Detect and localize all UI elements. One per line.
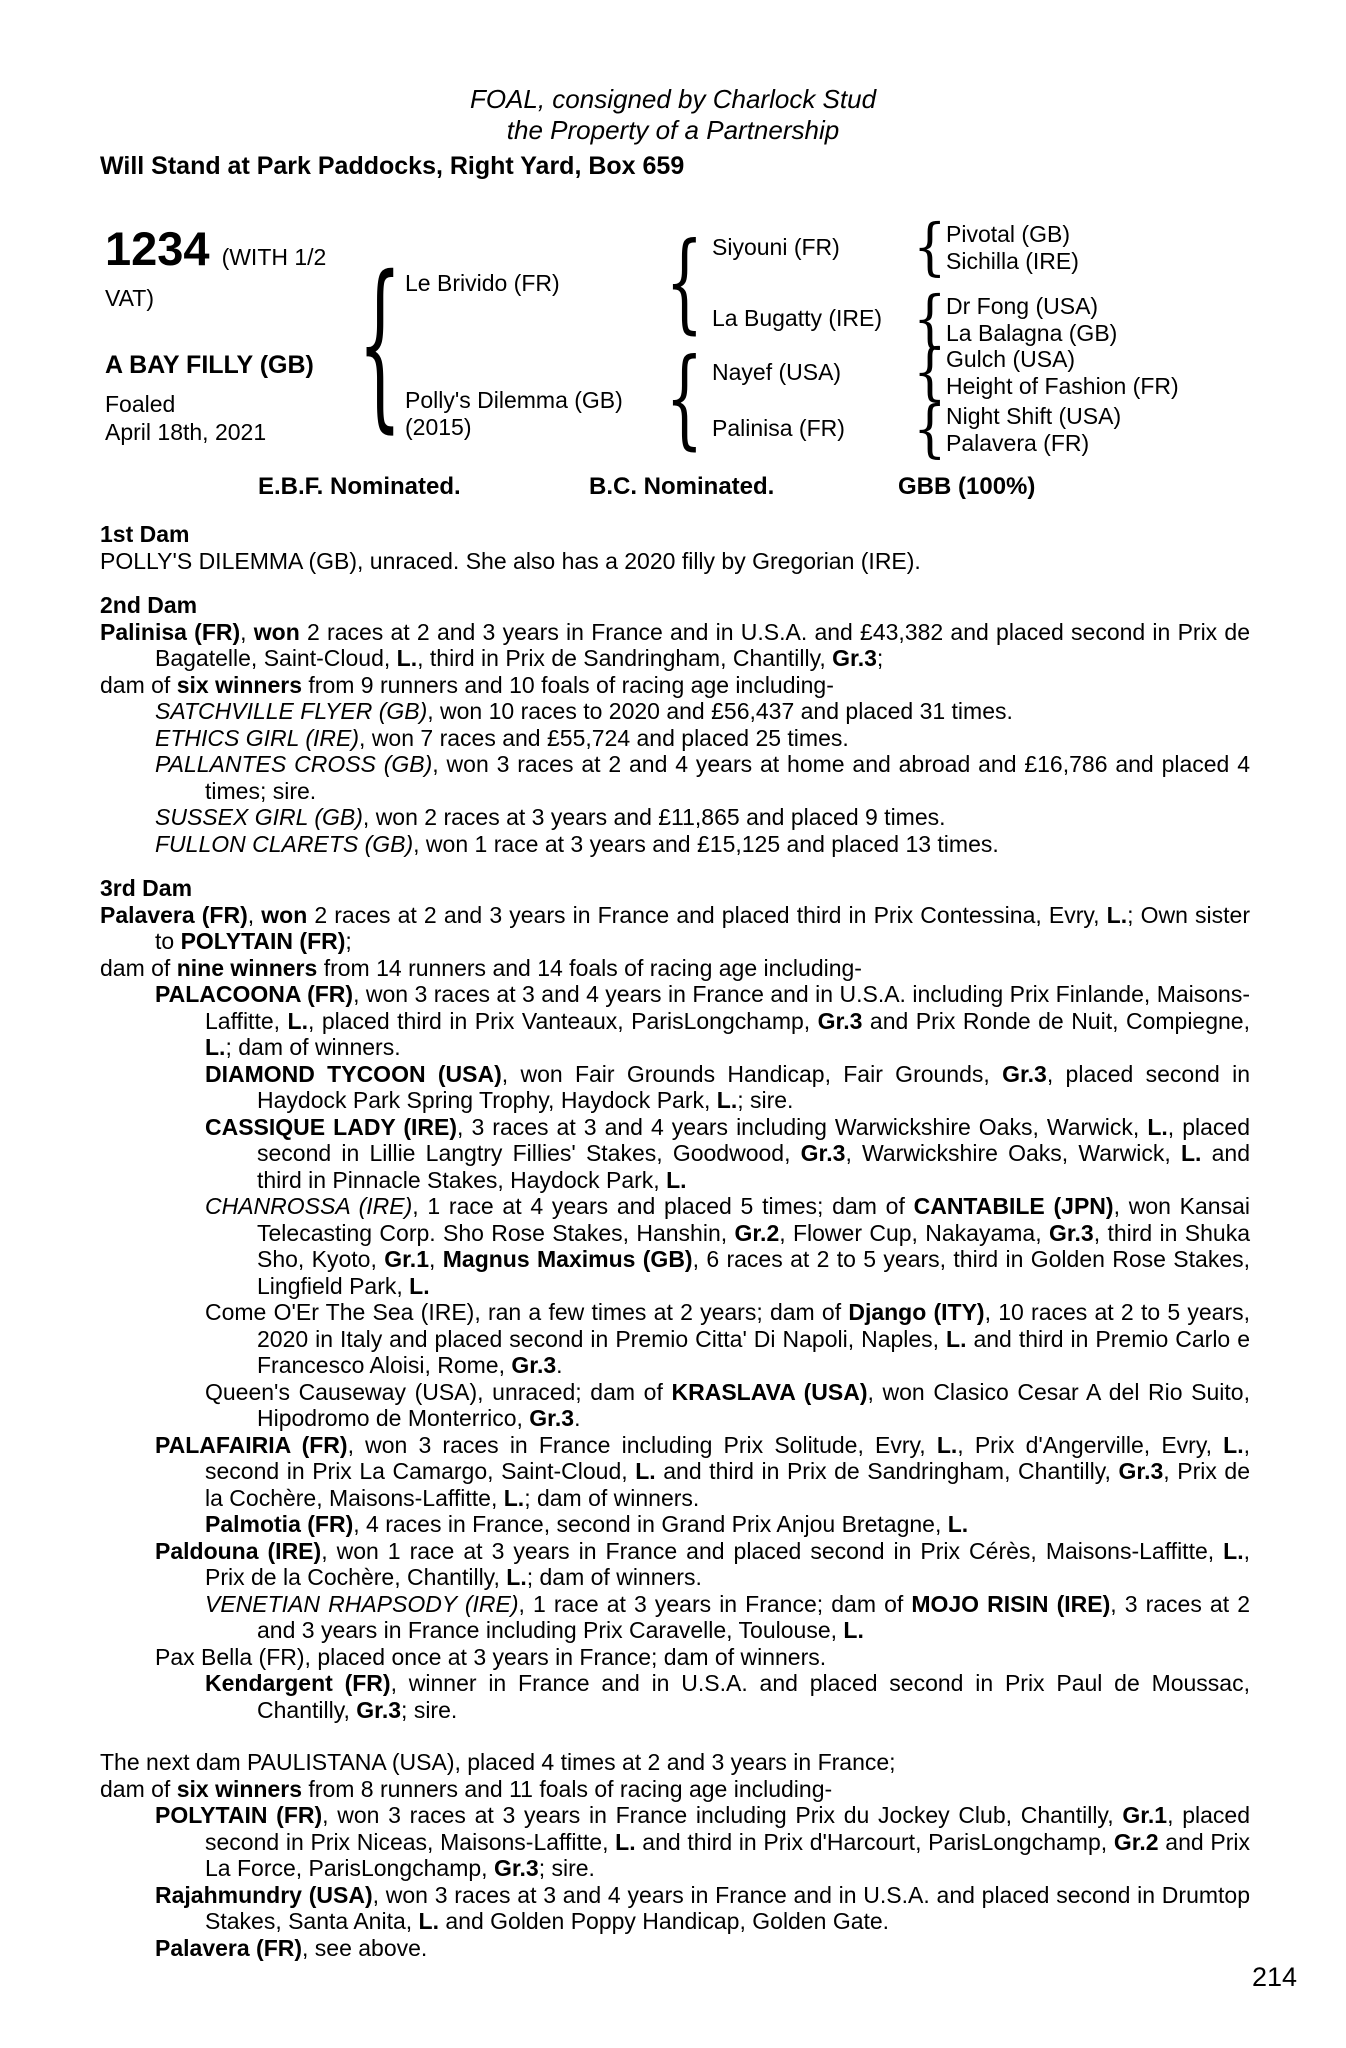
- gen3-name-5: Gulch (USA): [946, 346, 1076, 372]
- pedigree-paragraph: CHANROSSA (IRE), 1 race at 4 years and placed 5 times; dam of CANTABILE (JPN), won Kansai Telecasting Corp. Sho Rose Stakes, Hanshin, Gr.2, Flower Cup, Nakayama, Gr.3, third in Shuka Sho, Kyoto, Gr.1, Magnus Maximus (GB), 6 races at 2 to 5 years, third in Golden Rose Stakes, Lingfield Park, L.: [205, 1193, 1251, 1299]
- granddam-name: La Bugatty (IRE): [712, 305, 883, 331]
- dam-section-heading: 1st Dam: [100, 521, 190, 547]
- pedigree-paragraph: Palinisa (FR), won 2 races at 2 and 3 years in France and in U.S.A. and £43,382 and placed second in Prix de Bagatelle, Saint-Cloud, L., third in Prix de Sandringham, Chantilly, Gr.3;: [100, 618, 1250, 671]
- pedigree-paragraph: POLYTAIN (FR), won 3 races at 3 years in France including Prix du Jockey Club, Chantilly, Gr.1, placed second in Prix Niceas, Maisons-Laffitte, L. and third in Prix d'Harcourt, ParisLongchamp, Gr.2 and Prix La Force, ParisLongchamp, Gr.3; sire.: [155, 1802, 1250, 1881]
- gen3-brace-3: {: [913, 335, 947, 408]
- pedigree-paragraph: DIAMOND TYCOON (USA), won Fair Grounds Handicap, Fair Grounds, Gr.3, placed second in Haydock Park Spring Trophy, Haydock Park, L.; sire.: [205, 1060, 1251, 1113]
- pedigree-paragraph: dam of six winners from 9 runners and 10 foals of racing age including-: [100, 671, 834, 698]
- pedigree-paragraph: ETHICS GIRL (IRE), won 7 races and £55,724 and placed 25 times.: [155, 724, 849, 751]
- pedigree-paragraph: Palmotia (FR), 4 races in France, second in Grand Prix Anjou Bretagne, L.: [205, 1511, 969, 1537]
- gen3-name-2: Sichilla (IRE): [946, 248, 1079, 274]
- pedigree-paragraph: SATCHVILLE FLYER (GB), won 10 races to 2020 and £56,437 and placed 31 times.: [155, 698, 1013, 724]
- dam-year: (2015): [405, 414, 472, 440]
- dam-sections: [100, 521, 1250, 1961]
- horse-description: A BAY FILLY (GB): [105, 351, 314, 379]
- nominations-row: [100, 473, 1346, 503]
- pedigree-paragraph: Come O'Er The Sea (IRE), ran a few times at 2 years; dam of Django (ITY), 10 races at 2 to 5 years, 2020 in Italy and placed second in Premio Citta' Di Napoli, Naples, L. and third in Premio Carlo e Francesco Aloisi, Rome, Gr.3.: [205, 1299, 1251, 1378]
- pedigree-paragraph: The next dam PAULISTANA (USA), placed 4 times at 2 and 3 years in France;: [100, 1749, 896, 1775]
- dam-parents-brace: {: [665, 336, 703, 461]
- page-number: 214: [1252, 1962, 1298, 1992]
- lot-row: [105, 221, 326, 276]
- pedigree-paragraph: Paldouna (IRE), won 1 race at 3 years in France and placed second in Prix Cérès, Maisons-Laffitte, L., Prix de la Cochère, Chantilly, L.; dam of winners.: [155, 1537, 1250, 1590]
- vat-note-line2: VAT): [105, 285, 154, 311]
- dam-name: [405, 387, 623, 441]
- pedigree-paragraph: Palavera (FR), see above.: [155, 1934, 428, 1961]
- gbb-badge: GBB (100%): [898, 473, 1036, 500]
- pedigree-paragraph: Queen's Causeway (USA), unraced; dam of KRASLAVA (USA), won Clasico Cesar A del Rio Suito, Hipodromo de Monterrico, Gr.3.: [205, 1378, 1250, 1431]
- dam-section-heading: 3rd Dam: [100, 875, 193, 901]
- gen1-brace: {: [358, 237, 403, 449]
- property-line: the Property of a Partnership: [506, 115, 840, 145]
- foaled-label: Foaled: [105, 391, 176, 417]
- damsire-name: Nayef (USA): [712, 359, 842, 385]
- gen3-name-4: La Balagna (GB): [946, 320, 1118, 346]
- pedigree-paragraph: VENETIAN RHAPSODY (IRE), 1 race at 3 years in France; dam of MOJO RISIN (IRE), 3 races at 2 and 3 years in France including Prix Caravelle, Toulouse, L.: [205, 1590, 1250, 1643]
- gen3-name-6: Height of Fashion (FR): [946, 373, 1179, 399]
- dam-name-line: Polly's Dilemma (GB): [405, 387, 623, 413]
- pedigree-chart: [100, 211, 1290, 473]
- pedigree-paragraph: Kendargent (FR), winner in France and in U.S.A. and placed second in Prix Paul de Moussac, Chantilly, Gr.3; sire.: [205, 1670, 1250, 1723]
- pedigree-paragraph: PALACOONA (FR), won 3 races at 3 and 4 years in France and in U.S.A. including Prix Finlande, Maisons-Laffitte, L., placed third in Prix Vanteaux, ParisLongchamp, Gr.3 and Prix Ronde de Nuit, Compiegne, L.; dam of winners.: [155, 981, 1250, 1060]
- foaled-date: April 18th, 2021: [105, 419, 267, 445]
- sire-parents-brace: {: [665, 220, 703, 345]
- dam-section-heading: 2nd Dam: [100, 592, 198, 618]
- page-header: [0, 0, 1346, 146]
- gen3-name-8: Palavera (FR): [946, 430, 1090, 456]
- vat-note-line1: (WITH 1/2: [221, 244, 327, 270]
- gen3-brace-4: {: [913, 392, 947, 465]
- consignor-line: FOAL, consigned by Charlock Stud: [469, 84, 877, 114]
- pedigree-paragraph: CASSIQUE LADY (IRE), 3 races at 3 and 4 years including Warwickshire Oaks, Warwick, L., placed second in Lillie Langtry Fillies' Stakes, Goodwood, Gr.3, Warwickshire Oaks, Warwick, L. and third in Pinnacle Stakes, Haydock Park, L.: [205, 1113, 1250, 1193]
- pedigree-paragraph: FULLON CLARETS (GB), won 1 race at 3 years and £15,125 and placed 13 times.: [155, 830, 999, 857]
- pedigree-paragraph: dam of nine winners from 14 runners and 14 foals of racing age including-: [100, 954, 862, 981]
- granddam2-name: Palinisa (FR): [712, 415, 845, 441]
- grandsire-name: Siyouni (FR): [712, 234, 840, 260]
- gen3-brace-2: {: [913, 282, 947, 355]
- pedigree-paragraph: PALAFAIRIA (FR), won 3 races in France including Prix Solitude, Evry, L., Prix d'Angerville, Evry, L., second in Prix La Camargo, Saint-Cloud, L. and third in Prix de Sandringham, Chantilly, Gr.3, Prix de la Cochère, Maisons-Laffitte, L.; dam of winners.: [155, 1431, 1250, 1511]
- bc-nomination: B.C. Nominated.: [589, 473, 775, 500]
- gen3-name-1: Pivotal (GB): [946, 221, 1070, 247]
- pedigree-paragraph: Palavera (FR), won 2 races at 2 and 3 years in France and placed third in Prix Contessina, Evry, L.; Own sister to POLYTAIN (FR);: [100, 901, 1250, 954]
- pedigree-paragraph: Rajahmundry (USA), won 3 races at 3 and 4 years in France and in U.S.A. and placed second in Drumtop Stakes, Santa Anita, L. and Golden Poppy Handicap, Golden Gate.: [155, 1881, 1250, 1934]
- pedigree-paragraph: Pax Bella (FR), placed once at 3 years in France; dam of winners.: [155, 1643, 827, 1670]
- stand-location-line: Will Stand at Park Paddocks, Right Yard, Box 659: [100, 152, 685, 180]
- pedigree-paragraph: dam of six winners from 8 runners and 11 foals of racing age including-: [100, 1775, 833, 1802]
- pedigree-paragraph: PALLANTES CROSS (GB), won 3 races at 2 and 4 years at home and abroad and £16,786 and placed 4 times; sire.: [155, 751, 1250, 804]
- pedigree-paragraph: POLLY'S DILEMMA (GB), unraced. She also has a 2020 filly by Gregorian (IRE).: [100, 547, 921, 574]
- gen3-name-3: Dr Fong (USA): [946, 293, 1099, 319]
- gen3-name-7: Night Shift (USA): [946, 403, 1122, 429]
- section-gap: [100, 1723, 1250, 1749]
- ebf-nomination: E.B.F. Nominated.: [258, 473, 461, 500]
- lot-number: 1234: [105, 222, 210, 275]
- sire-name: Le Brivido (FR): [405, 270, 560, 296]
- pedigree-paragraph: SUSSEX GIRL (GB), won 2 races at 3 years and £11,865 and placed 9 times.: [155, 804, 946, 830]
- gen3-brace-1: {: [913, 210, 947, 283]
